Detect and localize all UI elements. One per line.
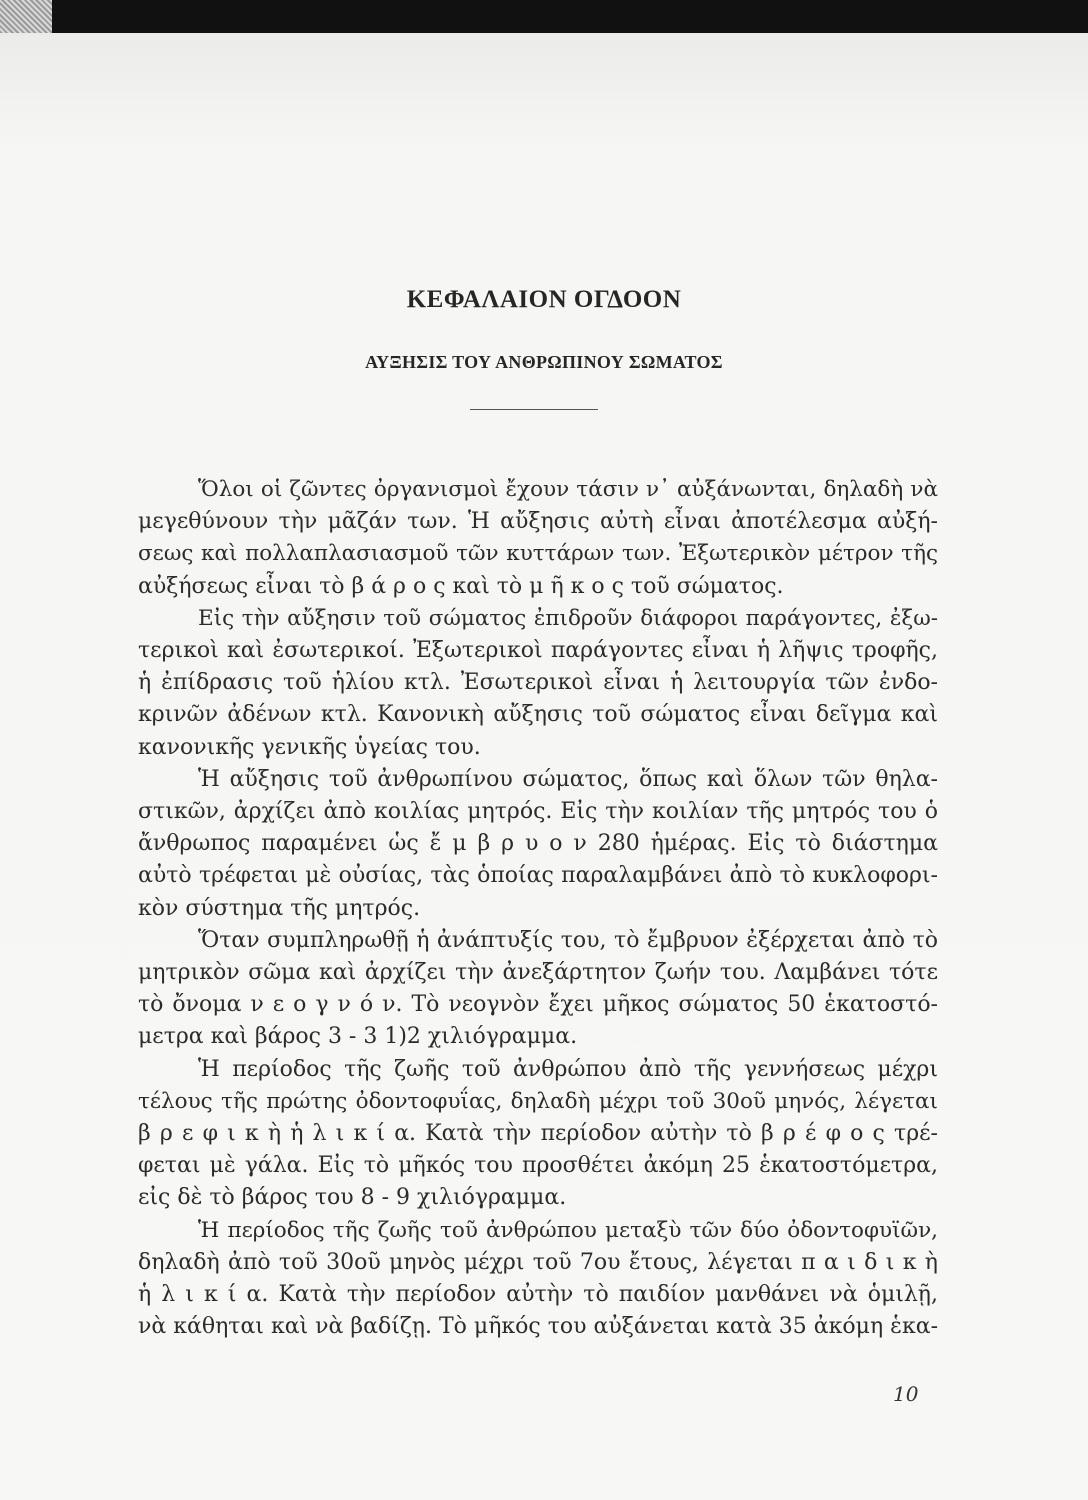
text-line: μετρα καὶ βάρος 3 - 3 1)2 χιλιόγραμμα. bbox=[138, 1024, 578, 1050]
text-line: μεγεθύνουν τὴν μᾶζάν των. Ἡ αὔξησις αὐτὴ εἶναι ἀποτέλεσμα αὐξή- bbox=[138, 509, 938, 535]
text-line: αὐτὸ τρέφεται μὲ οὐσίας, τὰς ὁποίας παραλαμβάνει ἀπὸ τὸ κυκλοφορι- bbox=[138, 863, 938, 889]
text-line: Ἡ περίοδος τῆς ζωῆς τοῦ ἀνθρώπου μεταξὺ τῶν δύο ὀδοντοφυϊῶν, bbox=[198, 1217, 938, 1243]
scan-top-edge bbox=[0, 0, 1088, 33]
text-line: κρινῶν ἀδένων κτλ. Κανονικὴ αὔξησις τοῦ σώματος εἶναι δεῖγμα καὶ bbox=[138, 702, 938, 728]
scan-corner-mark bbox=[0, 0, 52, 33]
text-line: σεως καὶ πολλαπλασιασμοῦ τῶν κυττάρων των. Ἐξωτερικὸν μέτρον τῆς bbox=[138, 541, 938, 567]
text-line: τέλους τῆς πρώτης ὀδοντοφυΐας, δηλαδὴ μέχρι τοῦ 30οῦ μηνός, λέγεται bbox=[138, 1088, 938, 1114]
text-line: β ρ ε φ ι κ ὴ ἡ λ ι κ ί α. Κατὰ τὴν περίοδον αὐτὴν τὸ β ρ έ φ ο ς τρέ- bbox=[138, 1121, 938, 1147]
text-line: νὰ κάθηται καὶ νὰ βαδίζῃ. Τὸ μῆκός του αὐξάνεται κατὰ 35 ἀκόμη ἑκα- bbox=[138, 1314, 938, 1340]
section-title: ΑΥΞΗΣΙΣ ΤΟΥ ΑΝΘΡΩΠΙΝΟΥ ΣΩΜΑΤΟΣ bbox=[365, 352, 723, 372]
text-line: ἡ λ ι κ ί α. Κατὰ τὴν περίοδον αὐτὴν τὸ παιδίον μανθάνει νὰ ὁμιλῇ, bbox=[138, 1282, 938, 1308]
text-line: δηλαδὴ ἀπὸ τοῦ 30οῦ μηνὸς μέχρι τοῦ 7ου ἔτους, λέγεται π α ι δ ι κ ὴ bbox=[138, 1249, 938, 1275]
text-line: κανονικῆς γενικῆς ὑγείας του. bbox=[138, 734, 481, 760]
text-line: φεται μὲ γάλα. Εἰς τὸ μῆκός του προσθέτει ἀκόμη 25 ἑκατοστόμετρα, bbox=[138, 1153, 938, 1179]
title-divider bbox=[470, 409, 598, 410]
text-line: στικῶν, ἀρχίζει ἀπὸ κοιλίας μητρός. Εἰς τὴν κοιλίαν τῆς μητρός του ὁ bbox=[138, 799, 938, 825]
page-number: 10 bbox=[893, 1382, 919, 1406]
text-line: αὐξήσεως εἶναι τὸ β ά ρ ο ς καὶ τὸ μ ῆ κ ο ς τοῦ σώματος. bbox=[138, 573, 784, 599]
chapter-title: ΚΕΦΑΛΑΙΟΝ ΟΓΔΟΟΝ bbox=[406, 286, 682, 313]
text-line: Ἡ περίοδος τῆς ζωῆς τοῦ ἀνθρώπου ἀπὸ τῆς γεννήσεως μέχρι bbox=[198, 1056, 938, 1082]
text-line: Ἡ αὔξησις τοῦ ἀνθρωπίνου σώματος, ὅπως καὶ ὅλων τῶν θηλα- bbox=[198, 766, 938, 792]
text-line: Ὅλοι οἱ ζῶντες ὀργανισμοὶ ἔχουν τάσιν ν᾽ αὐξάνωνται, δηλαδὴ νὰ bbox=[198, 477, 938, 502]
text-line: μητρικὸν σῶμα καὶ ἀρχίζει τὴν ἀνεξάρτητον ζωήν του. Λαμβάνει τότε bbox=[138, 960, 938, 986]
text-line: κὸν σύστημα τῆς μητρός. bbox=[138, 895, 421, 921]
text-line: ἡ ἐπίδρασις τοῦ ἡλίου κτλ. Ἐσωτερικοὶ εἶναι ἡ λειτουργία τῶν ἐνδο- bbox=[138, 670, 938, 696]
text-line: Εἰς τὴν αὔξησιν τοῦ σώματος ἐπιδροῦν διάφοροι παράγοντες, ἐξω- bbox=[198, 605, 938, 631]
body-text bbox=[138, 474, 938, 1343]
text-line: τὸ ὄνομα ν ε ο γ ν ό ν. Τὸ νεογνὸν ἔχει μῆκος σώματος 50 ἑκατοστό- bbox=[138, 992, 938, 1018]
text-line: εἰς δὲ τὸ βάρος του 8 - 9 χιλιόγραμμα. bbox=[138, 1185, 567, 1211]
text-line: τερικοὶ καὶ ἐσωτερικοί. Ἐξωτερικοὶ παράγοντες εἶναι ἡ λῆψις τροφῆς, bbox=[138, 638, 938, 664]
text-line: ἄνθρωπος παραμένει ὡς ἔ μ β ρ υ ο ν 280 ἡμέρας. Εἰς τὸ διάστημα bbox=[138, 831, 938, 857]
text-line: Ὅταν συμπληρωθῇ ἡ ἀνάπτυξίς του, τὸ ἔμβρυον ἐξέρχεται ἀπὸ τὸ bbox=[198, 927, 938, 953]
